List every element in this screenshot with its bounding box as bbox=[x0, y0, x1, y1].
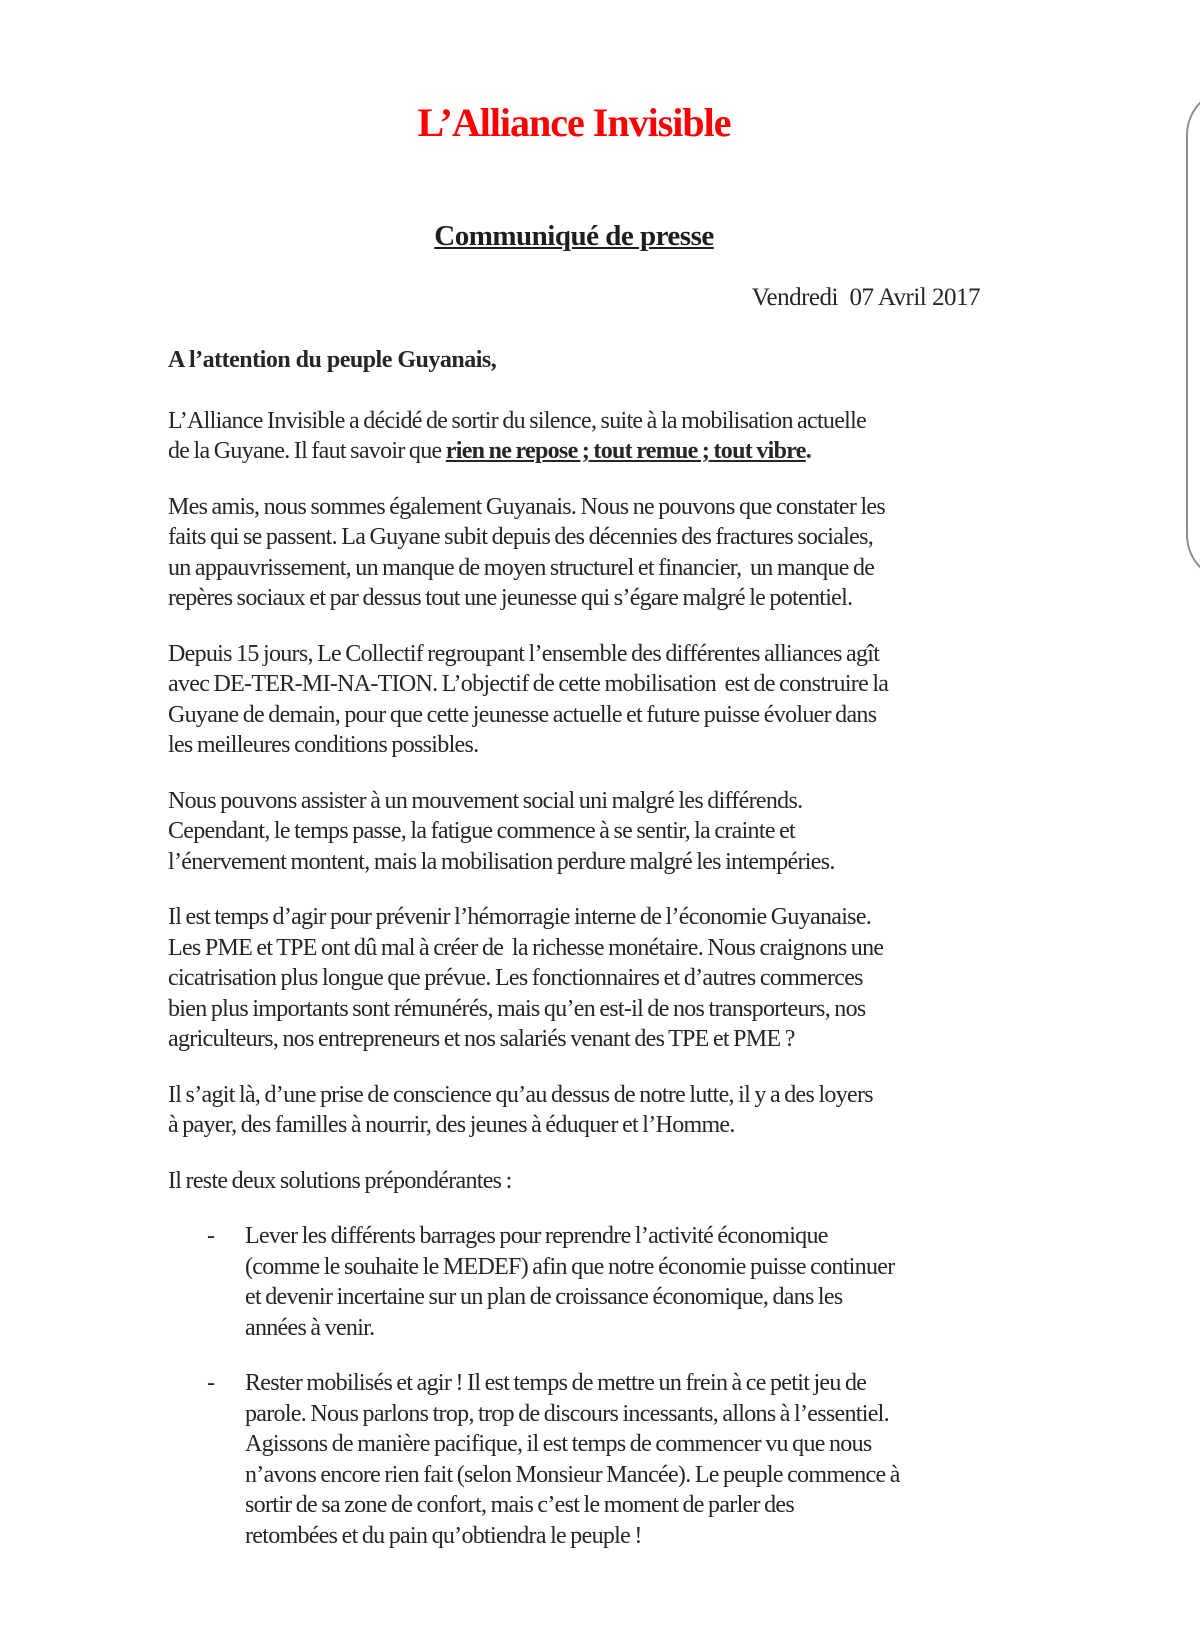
text-run: Lever les différents barrages pour reprendre l’activité économique bbox=[245, 1223, 828, 1249]
paragraph bbox=[168, 1166, 980, 1197]
text-line bbox=[168, 786, 980, 817]
text-run: agriculteurs, nos entrepreneurs et nos salariés venant des TPE et PME ? bbox=[168, 1026, 795, 1052]
text-run: Depuis 15 jours, Le Collectif regroupant l’ensemble des différentes alliances agît bbox=[168, 640, 880, 667]
text-line bbox=[168, 730, 980, 761]
text-run: n’avons encore rien fait (selon Monsieur Mancée). Le peuple commence à bbox=[245, 1461, 900, 1488]
text-line bbox=[168, 902, 980, 933]
text-run: Rester mobilisés et agir ! Il est temps de mettre un frein à ce petit jeu de bbox=[245, 1370, 867, 1396]
text-line bbox=[168, 639, 980, 670]
salutation-line: A l’attention du peuple Guyanais, bbox=[168, 347, 497, 373]
bullet-item bbox=[168, 1221, 980, 1343]
text-run: Cependant, le temps passe, la fatigue commence à se sentir, la crainte et bbox=[168, 818, 795, 844]
text-line bbox=[245, 1490, 980, 1521]
text-line bbox=[245, 1221, 980, 1252]
text-line bbox=[245, 1252, 980, 1283]
text-run: (comme le souhaite le MEDEF) afin que notre économie puisse continuer bbox=[245, 1253, 895, 1280]
text-run: et devenir incertaine sur un plan de croissance économique, dans les bbox=[245, 1284, 843, 1310]
text-run: faits qui se passent. La Guyane subit depuis des décennies des fractures sociales, bbox=[168, 524, 874, 550]
text-line bbox=[168, 1024, 980, 1055]
text-line bbox=[168, 583, 980, 614]
document-subtitle: Communiqué de presse bbox=[434, 220, 714, 252]
text-run: rien ne repose ; tout remue ; tout vibre bbox=[445, 438, 806, 464]
text-line bbox=[168, 1110, 980, 1141]
text-run: . bbox=[805, 438, 812, 464]
text-line bbox=[245, 1429, 980, 1460]
text-line bbox=[245, 1282, 980, 1313]
text-run: à payer, des familles à nourrir, des jeunes à éduquer et l’Homme. bbox=[168, 1112, 735, 1138]
text-line bbox=[168, 669, 980, 700]
text-run: repères sociaux et par dessus tout une jeunesse qui s’égare malgré le potentiel. bbox=[168, 585, 853, 611]
paragraph bbox=[168, 406, 980, 467]
bullet-dash: - bbox=[207, 1223, 215, 1249]
text-run: un appauvrissement, un manque de moyen structurel et financier, un manque de bbox=[168, 554, 875, 581]
text-line bbox=[168, 933, 980, 964]
text-line bbox=[168, 1166, 980, 1197]
text-run: de la Guyane. Il faut savoir que bbox=[168, 438, 446, 464]
text-run: l’énervement montent, mais la mobilisation perdure malgré les intempéries. bbox=[168, 848, 835, 875]
text-line bbox=[245, 1460, 980, 1491]
paragraph bbox=[168, 786, 980, 878]
page-content bbox=[168, 0, 980, 1551]
text-run: parole. Nous parlons trop, trop de discours incessants, allons à l’essentiel. bbox=[245, 1400, 889, 1427]
text-line bbox=[245, 1313, 980, 1344]
text-line bbox=[168, 847, 980, 878]
text-run: Nous pouvons assister à un mouvement social uni malgré les différends. bbox=[168, 787, 803, 814]
text-line bbox=[245, 1521, 980, 1552]
text-run: Il reste deux solutions prépondérantes : bbox=[168, 1167, 512, 1194]
document-title: L’Alliance Invisible bbox=[417, 100, 731, 145]
bullet-item bbox=[168, 1368, 980, 1551]
scrollbar-thumb[interactable] bbox=[1186, 88, 1200, 582]
bullet-dash: - bbox=[207, 1370, 215, 1396]
text-run: Il est temps d’agir pour prévenir l’hémorragie interne de l’économie Guyanaise. bbox=[168, 904, 872, 930]
text-run: Les PME et TPE ont dû mal à créer de la richesse monétaire. Nous craignons une bbox=[168, 934, 884, 961]
text-run: retombées et du pain qu’obtiendra le peuple ! bbox=[245, 1522, 642, 1549]
text-line bbox=[168, 994, 980, 1025]
text-line bbox=[245, 1368, 980, 1399]
text-run: bien plus importants sont rémunérés, mais qu’en est-il de nos transporteurs, nos bbox=[168, 995, 866, 1022]
document-date: Vendredi 07 Avril 2017 bbox=[751, 284, 980, 311]
text-run: avec DE-TER-MI-NA-TION. L’objectif de cette mobilisation est de construire la bbox=[168, 671, 889, 697]
paragraph bbox=[168, 639, 980, 761]
text-run: les meilleures conditions possibles. bbox=[168, 732, 479, 758]
text-line bbox=[168, 436, 980, 467]
text-line bbox=[168, 406, 980, 437]
paragraph bbox=[168, 1080, 980, 1141]
text-run: L’Alliance Invisible a décidé de sortir du silence, suite à la mobilisation actuelle bbox=[168, 407, 867, 434]
text-run: Mes amis, nous sommes également Guyanais. Nous ne pouvons que constater les bbox=[168, 493, 886, 520]
text-line bbox=[168, 522, 980, 553]
text-run: sortir de sa zone de confort, mais c’est le moment de parler des bbox=[245, 1492, 794, 1518]
text-line bbox=[168, 963, 980, 994]
text-line bbox=[168, 816, 980, 847]
text-line bbox=[168, 1080, 980, 1111]
text-run: Guyane de demain, pour que cette jeunesse actuelle et future puisse évoluer dans bbox=[168, 701, 877, 728]
text-run: cicatrisation plus longue que prévue. Les fonctionnaires et d’autres commerces bbox=[168, 965, 863, 991]
text-line bbox=[245, 1399, 980, 1430]
text-run: années à venir. bbox=[245, 1314, 375, 1341]
text-line bbox=[168, 553, 980, 584]
document-body bbox=[168, 406, 980, 1552]
paragraph bbox=[168, 902, 980, 1055]
text-line bbox=[168, 492, 980, 523]
text-run: Il s’agit là, d’une prise de conscience qu’au dessus de notre lutte, il y a des loyers bbox=[168, 1081, 873, 1108]
paragraph bbox=[168, 492, 980, 614]
text-run: Agissons de manière pacifique, il est temps de commencer vu que nous bbox=[245, 1431, 872, 1457]
text-line bbox=[168, 700, 980, 731]
